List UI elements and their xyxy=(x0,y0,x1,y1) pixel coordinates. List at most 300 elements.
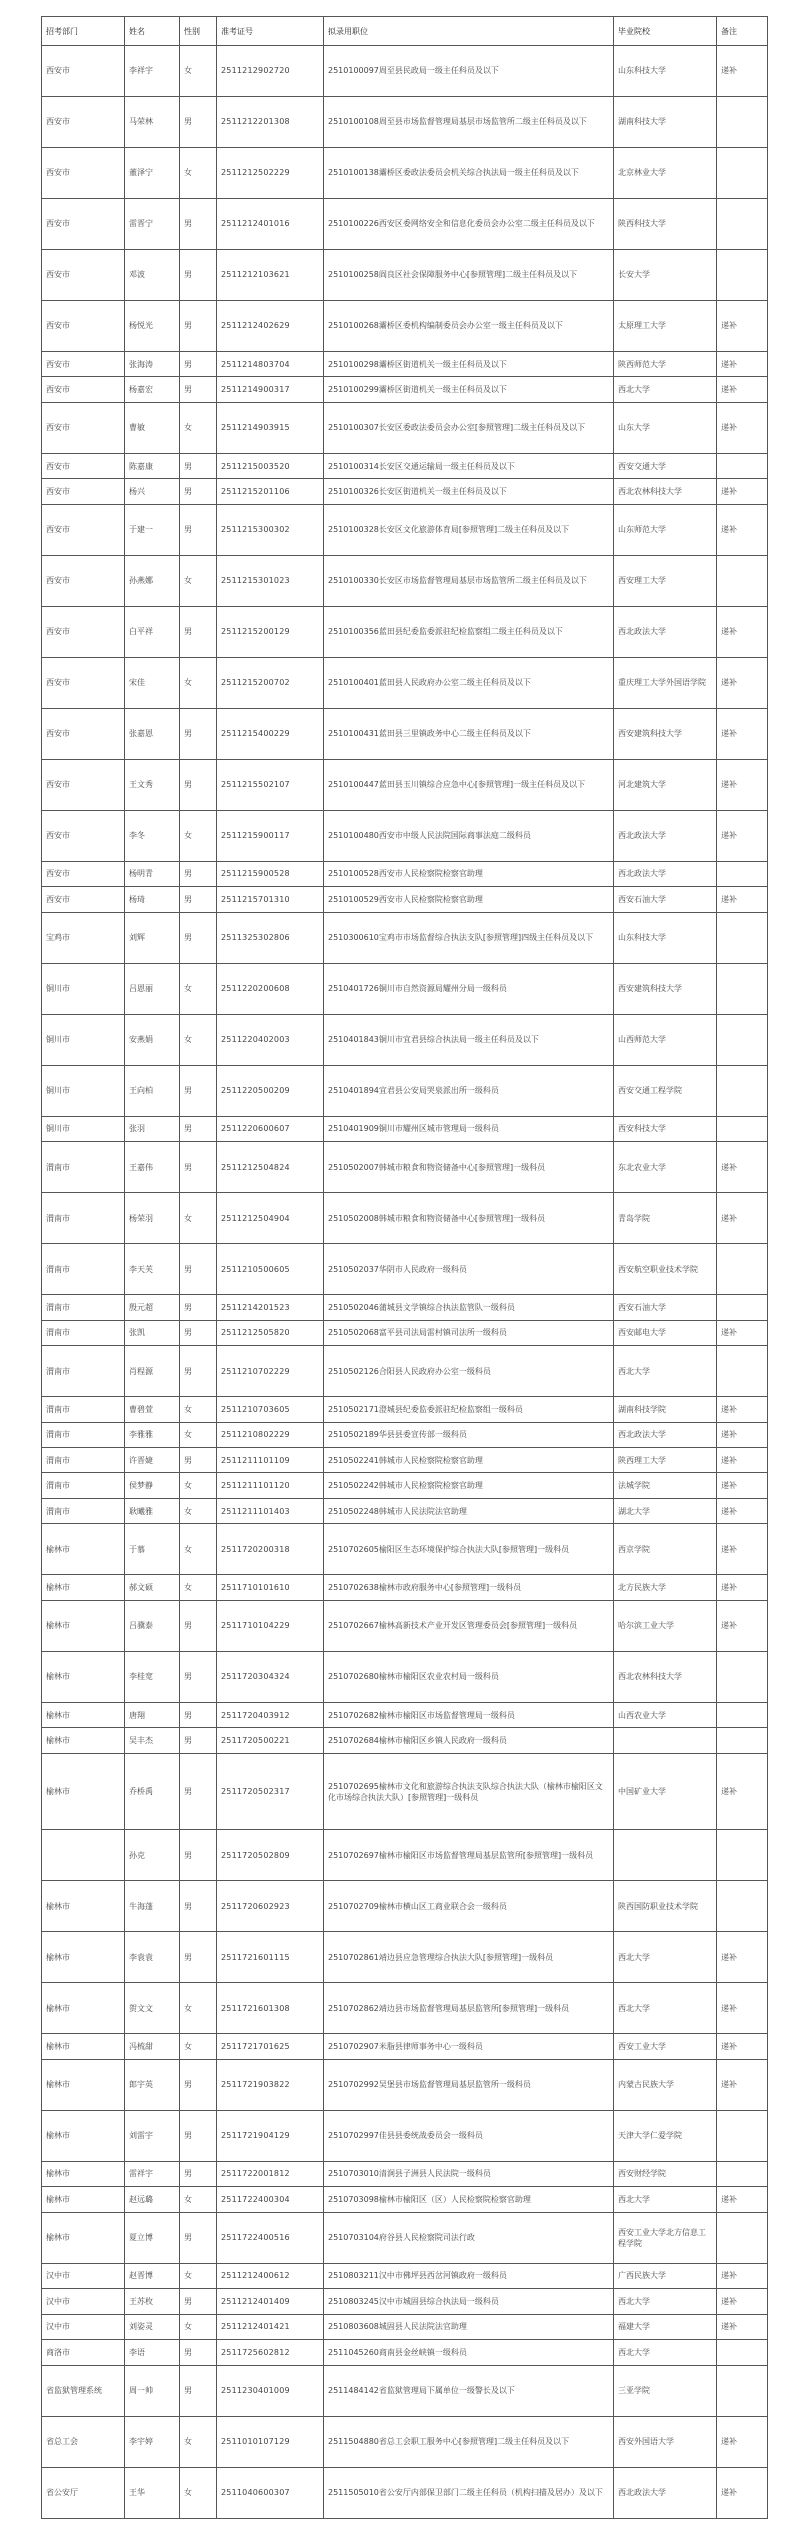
cell-note: 递补 xyxy=(717,759,768,810)
cell-dept: 榆林市 xyxy=(42,1651,125,1702)
cell-dept: 榆林市 xyxy=(42,2034,125,2059)
cell-position: 2510702907米脂县律师事务中心一级科员 xyxy=(324,2034,614,2059)
cell-exam-no: 2511721701625 xyxy=(217,2034,324,2059)
cell-exam-no: 2511220402003 xyxy=(217,1014,324,1065)
cell-dept: 西安市 xyxy=(42,759,125,810)
table-row xyxy=(42,1932,768,1983)
cell-name: 耿曦雅 xyxy=(125,1498,180,1523)
cell-dept: 西安市 xyxy=(42,555,125,606)
cell-position: 2510703010清涧县子洲县人民法院一级科员 xyxy=(324,2161,614,2186)
table-row xyxy=(42,2059,768,2110)
table-row xyxy=(42,96,768,147)
cell-note: 递补 xyxy=(717,2416,768,2467)
table-row xyxy=(42,1651,768,1702)
cell-exam-no: 2511720403912 xyxy=(217,1702,324,1727)
cell-school xyxy=(614,1830,717,1881)
cell-exam-no: 2511720502809 xyxy=(217,1830,324,1881)
cell-gender: 男 xyxy=(180,1830,217,1881)
cell-school: 西安财经学院 xyxy=(614,2161,717,2186)
cell-dept: 渭南市 xyxy=(42,1295,125,1320)
cell-exam-no: 2511215200129 xyxy=(217,606,324,657)
cell-name: 白平祥 xyxy=(125,606,180,657)
cell-school: 山东科技大学 xyxy=(614,912,717,963)
table-row xyxy=(42,300,768,351)
cell-name: 郝文硕 xyxy=(125,1575,180,1600)
cell-gender: 女 xyxy=(180,555,217,606)
cell-exam-no: 2511212103621 xyxy=(217,249,324,300)
table-row xyxy=(42,1881,768,1932)
cell-exam-no: 2511230401009 xyxy=(217,2365,324,2416)
table-row xyxy=(42,963,768,1014)
table-row xyxy=(42,198,768,249)
cell-dept: 榆林市 xyxy=(42,2212,125,2263)
table-row xyxy=(42,759,768,810)
cell-note xyxy=(717,2365,768,2416)
recruitment-sheet xyxy=(41,16,767,2519)
table-body xyxy=(42,46,768,2519)
table-row xyxy=(42,1728,768,1753)
candidate-table xyxy=(41,16,768,2519)
cell-dept: 榆林市 xyxy=(42,1600,125,1651)
cell-dept: 汉中市 xyxy=(42,2263,125,2288)
cell-dept: 渭南市 xyxy=(42,1397,125,1422)
cell-note xyxy=(717,1065,768,1116)
cell-name: 邓波 xyxy=(125,249,180,300)
table-row xyxy=(42,2161,768,2186)
cell-note: 递补 xyxy=(717,1524,768,1575)
cell-note xyxy=(717,2110,768,2161)
cell-position: 2510702638榆林市政府服务中心[参照管理]一级科员 xyxy=(324,1575,614,1600)
cell-school: 西北农林科技大学 xyxy=(614,1651,717,1702)
table-row xyxy=(42,1983,768,2034)
table-row xyxy=(42,2212,768,2263)
cell-name: 张海涛 xyxy=(125,351,180,376)
cell-dept: 西安市 xyxy=(42,453,125,478)
cell-school: 太原理工大学 xyxy=(614,300,717,351)
cell-school: 西北政法大学 xyxy=(614,606,717,657)
cell-school: 西京学院 xyxy=(614,1524,717,1575)
cell-name: 李袁袁 xyxy=(125,1932,180,1983)
cell-school: 西安工业大学 xyxy=(614,2034,717,2059)
cell-note: 递补 xyxy=(717,1447,768,1472)
cell-note: 递补 xyxy=(717,1498,768,1523)
table-row xyxy=(42,606,768,657)
cell-gender: 女 xyxy=(180,147,217,198)
cell-name: 王向柏 xyxy=(125,1065,180,1116)
cell-position: 2510100401蓝田县人民政府办公室二级主任科员及以下 xyxy=(324,657,614,708)
cell-name: 吴丰杰 xyxy=(125,1728,180,1753)
cell-name: 李祥宇 xyxy=(125,46,180,97)
cell-exam-no: 2511215201106 xyxy=(217,479,324,504)
cell-dept: 榆林市 xyxy=(42,2187,125,2212)
cell-position: 2510803211汉中市佛坪县西岔河镇政府一级科员 xyxy=(324,2263,614,2288)
cell-gender: 男 xyxy=(180,1447,217,1472)
cell-note xyxy=(717,1346,768,1397)
cell-position: 2510702605榆阳区生态环境保护综合执法大队[参照管理]一级科员 xyxy=(324,1524,614,1575)
table-row xyxy=(42,555,768,606)
cell-school: 西安理工大学 xyxy=(614,555,717,606)
cell-exam-no: 2511720200318 xyxy=(217,1524,324,1575)
cell-name: 杨悦光 xyxy=(125,300,180,351)
cell-position: 2510100108周至县市场监督管理局基层市场监管所二级主任科员及以下 xyxy=(324,96,614,147)
cell-position: 2510100480西安市中级人民法院国际商事法庭二级科员 xyxy=(324,810,614,861)
cell-exam-no: 2511212401409 xyxy=(217,2289,324,2314)
cell-dept: 渭南市 xyxy=(42,1142,125,1193)
cell-dept: 西安市 xyxy=(42,198,125,249)
cell-gender: 女 xyxy=(180,1498,217,1523)
cell-note: 递补 xyxy=(717,810,768,861)
cell-position: 2510100298灞桥区街道机关一级主任科员及以下 xyxy=(324,351,614,376)
cell-school: 西安石油大学 xyxy=(614,1295,717,1320)
cell-name: 王嘉伟 xyxy=(125,1142,180,1193)
cell-dept xyxy=(42,1830,125,1881)
cell-gender: 女 xyxy=(180,1014,217,1065)
cell-dept: 渭南市 xyxy=(42,1193,125,1244)
cell-gender: 男 xyxy=(180,759,217,810)
cell-position: 2510702680榆林市榆阳区农业农村局一级科员 xyxy=(324,1651,614,1702)
cell-gender: 男 xyxy=(180,1065,217,1116)
cell-dept: 西安市 xyxy=(42,606,125,657)
cell-school: 西北政法大学 xyxy=(614,861,717,886)
cell-school: 西北大学 xyxy=(614,2289,717,2314)
cell-note: 递补 xyxy=(717,1600,768,1651)
cell-note: 递补 xyxy=(717,1193,768,1244)
cell-school: 山东师范大学 xyxy=(614,504,717,555)
cell-note: 递补 xyxy=(717,2314,768,2339)
cell-note: 递补 xyxy=(717,1142,768,1193)
cell-note xyxy=(717,1116,768,1141)
cell-school: 青岛学院 xyxy=(614,1193,717,1244)
cell-name: 于慕 xyxy=(125,1524,180,1575)
cell-name: 杨兴 xyxy=(125,479,180,504)
cell-note xyxy=(717,1728,768,1753)
cell-note: 递补 xyxy=(717,300,768,351)
cell-gender: 男 xyxy=(180,1651,217,1702)
cell-exam-no: 2511215003520 xyxy=(217,453,324,478)
cell-school: 哈尔滨工业大学 xyxy=(614,1600,717,1651)
cell-note: 递补 xyxy=(717,2263,768,2288)
cell-school: 陕西国防职业技术学院 xyxy=(614,1881,717,1932)
table-row xyxy=(42,479,768,504)
cell-exam-no: 2511211101403 xyxy=(217,1498,324,1523)
cell-dept: 铜川市 xyxy=(42,1065,125,1116)
cell-gender: 男 xyxy=(180,1295,217,1320)
table-row xyxy=(42,861,768,886)
cell-gender: 男 xyxy=(180,1346,217,1397)
cell-school: 长安大学 xyxy=(614,249,717,300)
cell-position: 2510100258阎良区社会保障服务中心[参照管理]二级主任科员及以下 xyxy=(324,249,614,300)
table-row xyxy=(42,2289,768,2314)
cell-position: 2510702992吴堡县市场监督管理局基层监管所一级科员 xyxy=(324,2059,614,2110)
cell-note xyxy=(717,2161,768,2186)
cell-name: 张凯 xyxy=(125,1320,180,1345)
cell-gender: 男 xyxy=(180,351,217,376)
cell-exam-no: 2511722400516 xyxy=(217,2212,324,2263)
cell-exam-no: 2511215200702 xyxy=(217,657,324,708)
cell-position: 2511045260商南县金丝峡镇一级科员 xyxy=(324,2340,614,2365)
header-note: 备注 xyxy=(717,17,768,46)
cell-note xyxy=(717,2340,768,2365)
cell-dept: 西安市 xyxy=(42,887,125,912)
table-row xyxy=(42,2467,768,2518)
cell-school: 西北政法大学 xyxy=(614,810,717,861)
cell-exam-no: 2511212504904 xyxy=(217,1193,324,1244)
cell-name: 雷祥宇 xyxy=(125,2161,180,2186)
cell-dept: 汉中市 xyxy=(42,2314,125,2339)
cell-name: 牛海蓬 xyxy=(125,1881,180,1932)
cell-school: 西北大学 xyxy=(614,1932,717,1983)
table-row xyxy=(42,1473,768,1498)
cell-dept: 渭南市 xyxy=(42,1346,125,1397)
cell-school: 福建大学 xyxy=(614,2314,717,2339)
cell-gender: 男 xyxy=(180,377,217,402)
header-gender: 性别 xyxy=(180,17,217,46)
cell-position: 2510803245汉中市城固县综合执法局一级科员 xyxy=(324,2289,614,2314)
cell-note xyxy=(717,1651,768,1702)
cell-school: 西安石油大学 xyxy=(614,887,717,912)
cell-gender: 男 xyxy=(180,1753,217,1829)
cell-school: 西北政法大学 xyxy=(614,2467,717,2518)
header-position: 拟录用职位 xyxy=(324,17,614,46)
cell-dept: 榆林市 xyxy=(42,1728,125,1753)
cell-gender: 男 xyxy=(180,2365,217,2416)
cell-note: 递补 xyxy=(717,887,768,912)
cell-school: 西安航空职业技术学院 xyxy=(614,1244,717,1295)
cell-gender: 男 xyxy=(180,198,217,249)
cell-exam-no: 2511215900528 xyxy=(217,861,324,886)
table-row xyxy=(42,2263,768,2288)
cell-gender: 女 xyxy=(180,1422,217,1447)
cell-note: 递补 xyxy=(717,2034,768,2059)
cell-position: 2510702709榆林市横山区工商业联合会一级科员 xyxy=(324,1881,614,1932)
cell-name: 宋佳 xyxy=(125,657,180,708)
cell-dept: 榆林市 xyxy=(42,1881,125,1932)
cell-gender: 女 xyxy=(180,2416,217,2467)
cell-exam-no: 2511220600607 xyxy=(217,1116,324,1141)
cell-dept: 渭南市 xyxy=(42,1422,125,1447)
table-row xyxy=(42,1422,768,1447)
cell-note xyxy=(717,1244,768,1295)
cell-note xyxy=(717,861,768,886)
cell-name: 曹碧萱 xyxy=(125,1397,180,1422)
cell-school: 重庆理工大学外国语学院 xyxy=(614,657,717,708)
cell-gender: 男 xyxy=(180,1932,217,1983)
cell-exam-no: 2511212400612 xyxy=(217,2263,324,2288)
cell-position: 2510502248韩城市人民法院法官助理 xyxy=(324,1498,614,1523)
cell-dept: 西安市 xyxy=(42,861,125,886)
cell-gender: 女 xyxy=(180,46,217,97)
cell-exam-no: 2511725602812 xyxy=(217,2340,324,2365)
cell-exam-no: 2511214900317 xyxy=(217,377,324,402)
cell-dept: 西安市 xyxy=(42,479,125,504)
cell-dept: 西安市 xyxy=(42,147,125,198)
cell-note: 递补 xyxy=(717,606,768,657)
cell-dept: 铜川市 xyxy=(42,963,125,1014)
cell-school: 西北大学 xyxy=(614,1983,717,2034)
cell-name: 乔桥禹 xyxy=(125,1753,180,1829)
cell-exam-no: 2511721903822 xyxy=(217,2059,324,2110)
cell-exam-no: 2511721904129 xyxy=(217,2110,324,2161)
cell-name: 吕骥泰 xyxy=(125,1600,180,1651)
cell-name: 杨琦 xyxy=(125,887,180,912)
table-row xyxy=(42,1753,768,1829)
table-row xyxy=(42,2340,768,2365)
cell-dept: 榆林市 xyxy=(42,2161,125,2186)
cell-position: 2510703104府谷县人民检察院司法行政 xyxy=(324,2212,614,2263)
cell-dept: 榆林市 xyxy=(42,2110,125,2161)
cell-gender: 男 xyxy=(180,1702,217,1727)
table-row xyxy=(42,1014,768,1065)
cell-name: 郎宇英 xyxy=(125,2059,180,2110)
cell-school: 湖南科技大学 xyxy=(614,96,717,147)
cell-dept: 西安市 xyxy=(42,351,125,376)
cell-school: 西北大学 xyxy=(614,377,717,402)
cell-gender: 女 xyxy=(180,2263,217,2288)
cell-name: 董泽宁 xyxy=(125,147,180,198)
cell-exam-no: 2511214803704 xyxy=(217,351,324,376)
cell-exam-no: 2511212504824 xyxy=(217,1142,324,1193)
cell-exam-no: 2511215400229 xyxy=(217,708,324,759)
cell-exam-no: 2511721601308 xyxy=(217,1983,324,2034)
cell-gender: 男 xyxy=(180,479,217,504)
cell-gender: 男 xyxy=(180,96,217,147)
cell-school: 内蒙古民族大学 xyxy=(614,2059,717,2110)
cell-dept: 铜川市 xyxy=(42,1014,125,1065)
cell-note xyxy=(717,198,768,249)
cell-dept: 汉中市 xyxy=(42,2289,125,2314)
cell-exam-no: 2511215300302 xyxy=(217,504,324,555)
cell-exam-no: 2511040600307 xyxy=(217,2467,324,2518)
cell-dept: 榆林市 xyxy=(42,1702,125,1727)
cell-dept: 西安市 xyxy=(42,810,125,861)
cell-name: 陈嘉康 xyxy=(125,453,180,478)
cell-note: 递补 xyxy=(717,1473,768,1498)
cell-name: 孙克 xyxy=(125,1830,180,1881)
cell-position: 2510702667榆林高新技术产业开发区管理委员会[参照管理]一级科员 xyxy=(324,1600,614,1651)
table-row xyxy=(42,2314,768,2339)
cell-position: 2510803608城固县人民法院法官助理 xyxy=(324,2314,614,2339)
cell-school: 西安邮电大学 xyxy=(614,1320,717,1345)
cell-position: 2510502068富平县司法局雷村镇司法所一级科员 xyxy=(324,1320,614,1345)
cell-gender: 男 xyxy=(180,2340,217,2365)
cell-gender: 男 xyxy=(180,1116,217,1141)
cell-name: 雷晋宁 xyxy=(125,198,180,249)
cell-position: 2510100447蓝田县玉川镇综合应急中心[参照管理]一级主任科员及以下 xyxy=(324,759,614,810)
cell-gender: 男 xyxy=(180,2289,217,2314)
cell-school: 陕西理工大学 xyxy=(614,1447,717,1472)
cell-dept: 榆林市 xyxy=(42,1932,125,1983)
cell-exam-no: 2511212502229 xyxy=(217,147,324,198)
table-row xyxy=(42,2034,768,2059)
cell-note xyxy=(717,96,768,147)
cell-name: 刘姿灵 xyxy=(125,2314,180,2339)
header-dept: 招考部门 xyxy=(42,17,125,46)
cell-name: 马荣林 xyxy=(125,96,180,147)
cell-name: 殷元超 xyxy=(125,1295,180,1320)
cell-exam-no: 2511215502107 xyxy=(217,759,324,810)
cell-position: 2510100138灞桥区委政法委员会机关综合执法局一级主任科员及以下 xyxy=(324,147,614,198)
cell-dept: 西安市 xyxy=(42,708,125,759)
cell-dept: 铜川市 xyxy=(42,1116,125,1141)
cell-note xyxy=(717,1702,768,1727)
cell-note: 递补 xyxy=(717,402,768,453)
cell-note: 递补 xyxy=(717,708,768,759)
cell-name: 李桂宽 xyxy=(125,1651,180,1702)
cell-position: 2510702862靖边县市场监督管理局基层监管所[参照管理]一级科员 xyxy=(324,1983,614,2034)
cell-school: 河北建筑大学 xyxy=(614,759,717,810)
cell-note: 递补 xyxy=(717,2059,768,2110)
cell-school: 山西农业大学 xyxy=(614,1702,717,1727)
table-row xyxy=(42,810,768,861)
cell-exam-no: 2511210500605 xyxy=(217,1244,324,1295)
cell-position: 2510702997佳县县委统战委员会一级科员 xyxy=(324,2110,614,2161)
cell-school: 西北大学 xyxy=(614,2340,717,2365)
cell-note: 递补 xyxy=(717,2289,768,2314)
cell-position: 2510100226西安区委网络安全和信息化委员会办公室二级主任科员及以下 xyxy=(324,198,614,249)
cell-exam-no: 2511720304324 xyxy=(217,1651,324,1702)
cell-gender: 男 xyxy=(180,1600,217,1651)
cell-dept: 西安市 xyxy=(42,249,125,300)
table-row xyxy=(42,1830,768,1881)
cell-dept: 渭南市 xyxy=(42,1498,125,1523)
table-row xyxy=(42,1320,768,1345)
cell-gender: 女 xyxy=(180,963,217,1014)
cell-name: 刘辉 xyxy=(125,912,180,963)
cell-position: 2510100326长安区街道机关一级主任科员及以下 xyxy=(324,479,614,504)
cell-gender: 男 xyxy=(180,1244,217,1295)
cell-dept: 西安市 xyxy=(42,46,125,97)
header-exam-no: 准考证号 xyxy=(217,17,324,46)
cell-note xyxy=(717,249,768,300)
cell-position: 2510702684榆林市榆阳区乡镇人民政府一级科员 xyxy=(324,1728,614,1753)
cell-dept: 榆林市 xyxy=(42,1524,125,1575)
cell-exam-no: 2511720502317 xyxy=(217,1753,324,1829)
table-row xyxy=(42,1498,768,1523)
cell-dept: 省公安厅 xyxy=(42,2467,125,2518)
table-row xyxy=(42,2187,768,2212)
table-row xyxy=(42,912,768,963)
cell-name: 李语 xyxy=(125,2340,180,2365)
cell-exam-no: 2511212505820 xyxy=(217,1320,324,1345)
cell-name: 吕恩丽 xyxy=(125,963,180,1014)
cell-position: 2511484142省监狱管理局下属单位一级警长及以下 xyxy=(324,2365,614,2416)
table-row xyxy=(42,1447,768,1472)
table-row xyxy=(42,504,768,555)
cell-school: 西北农林科技大学 xyxy=(614,479,717,504)
cell-school: 陕西科技大学 xyxy=(614,198,717,249)
cell-dept: 榆林市 xyxy=(42,1983,125,2034)
cell-dept: 省总工会 xyxy=(42,2416,125,2467)
cell-name: 许晋婕 xyxy=(125,1447,180,1472)
cell-name: 刘雷宇 xyxy=(125,2110,180,2161)
cell-exam-no: 2511211101120 xyxy=(217,1473,324,1498)
cell-gender: 女 xyxy=(180,402,217,453)
cell-gender: 男 xyxy=(180,453,217,478)
table-row xyxy=(42,377,768,402)
cell-note xyxy=(717,912,768,963)
cell-position: 2510401894宜君县公安局哭泉派出所一级科员 xyxy=(324,1065,614,1116)
cell-note: 递补 xyxy=(717,1575,768,1600)
table-row xyxy=(42,657,768,708)
header-school: 毕业院校 xyxy=(614,17,717,46)
cell-name: 于建一 xyxy=(125,504,180,555)
table-row xyxy=(42,708,768,759)
cell-note: 递补 xyxy=(717,1422,768,1447)
cell-gender: 女 xyxy=(180,810,217,861)
cell-gender: 女 xyxy=(180,1397,217,1422)
cell-school: 西安外国语大学 xyxy=(614,2416,717,2467)
cell-name: 李宇婷 xyxy=(125,2416,180,2467)
